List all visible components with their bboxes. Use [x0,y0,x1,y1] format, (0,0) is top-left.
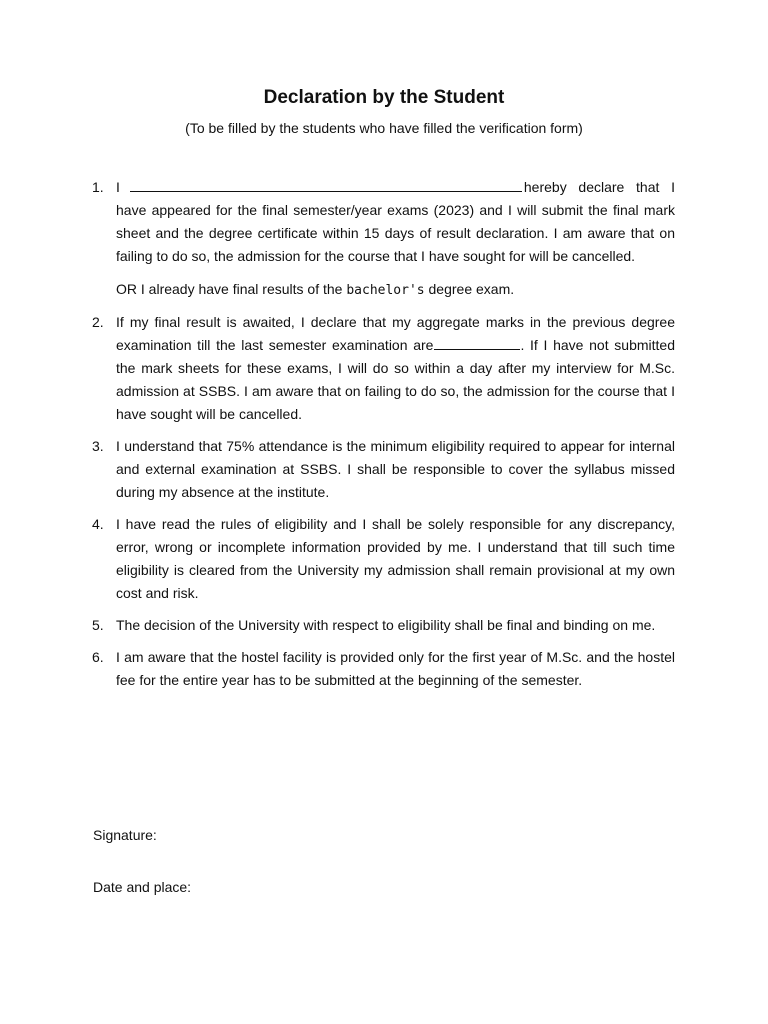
item-text-start: If my final result is awaited, I declare that my aggregate marks in the previous degree examination till the last semester examination are [116,314,675,353]
item-text [116,311,675,426]
signature-label: Signature: [93,827,157,843]
declaration-item-1 [92,176,675,302]
document-title: Declaration by the Student [263,87,505,108]
item-number: 1. [92,179,104,195]
item-number: 2. [92,314,104,330]
item-text-rest: . If I have not submitted the mark sheets for these exams, I will do so within a day after my interview for M.Sc. admission at SSBS. I am aware that on failing to do so, the admission for the course that I have sought will be cancelled. [116,337,675,422]
item-text: The decision of the University with respect to eligibility shall be final and binding on me. [116,617,656,633]
declaration-item-5 [92,614,675,637]
student-name-blank[interactable] [130,176,522,192]
declaration-list [92,176,675,701]
item-number: 6. [92,649,104,665]
or-text-mono: bachelor's [346,283,425,298]
item-text: I understand that 75% attendance is the minimum eligibility required to appear for internal and external examination at SSBS. I shall be responsible to cover the syllabus missed during my absence at the institute. [116,438,675,500]
item-text: I am aware that the hostel facility is provided only for the first year of M.Sc. and the hostel fee for the entire year has to be submitted at the beginning of the semester. [116,649,675,688]
declaration-item-6 [92,646,675,692]
item-text-rest: hereby declare that I have appeared for the final semester/year exams (2023) and I will submit the final mark sheet and the degree certificate within 15 days of result declaration. I am aware that on failing to do so, the admission for the course that I have sought for will be cancelled. [116,179,675,264]
declaration-item-2 [92,311,675,426]
aggregate-marks-blank[interactable] [434,334,520,350]
or-statement [116,278,675,302]
date-place-label: Date and place: [93,879,192,895]
item-number: 5. [92,617,104,633]
or-text-start: OR I already have final results of the [116,281,347,297]
item-number: 4. [92,516,104,532]
item-text-start: I [116,179,120,195]
item-text: I have read the rules of eligibility and I shall be solely responsible for any discrepancy, error, wrong or incomplete information provided by me. I understand that till such time eligibility is cleared from the University my admission shall remain provisional at my own cost and risk. [116,516,675,601]
declaration-item-4 [92,513,675,605]
document-subtitle: (To be filled by the students who have filled the verification form) [185,120,583,136]
declaration-item-3 [92,435,675,504]
item-number: 3. [92,438,104,454]
or-text-end: degree exam. [424,281,515,297]
item-text [116,176,675,268]
